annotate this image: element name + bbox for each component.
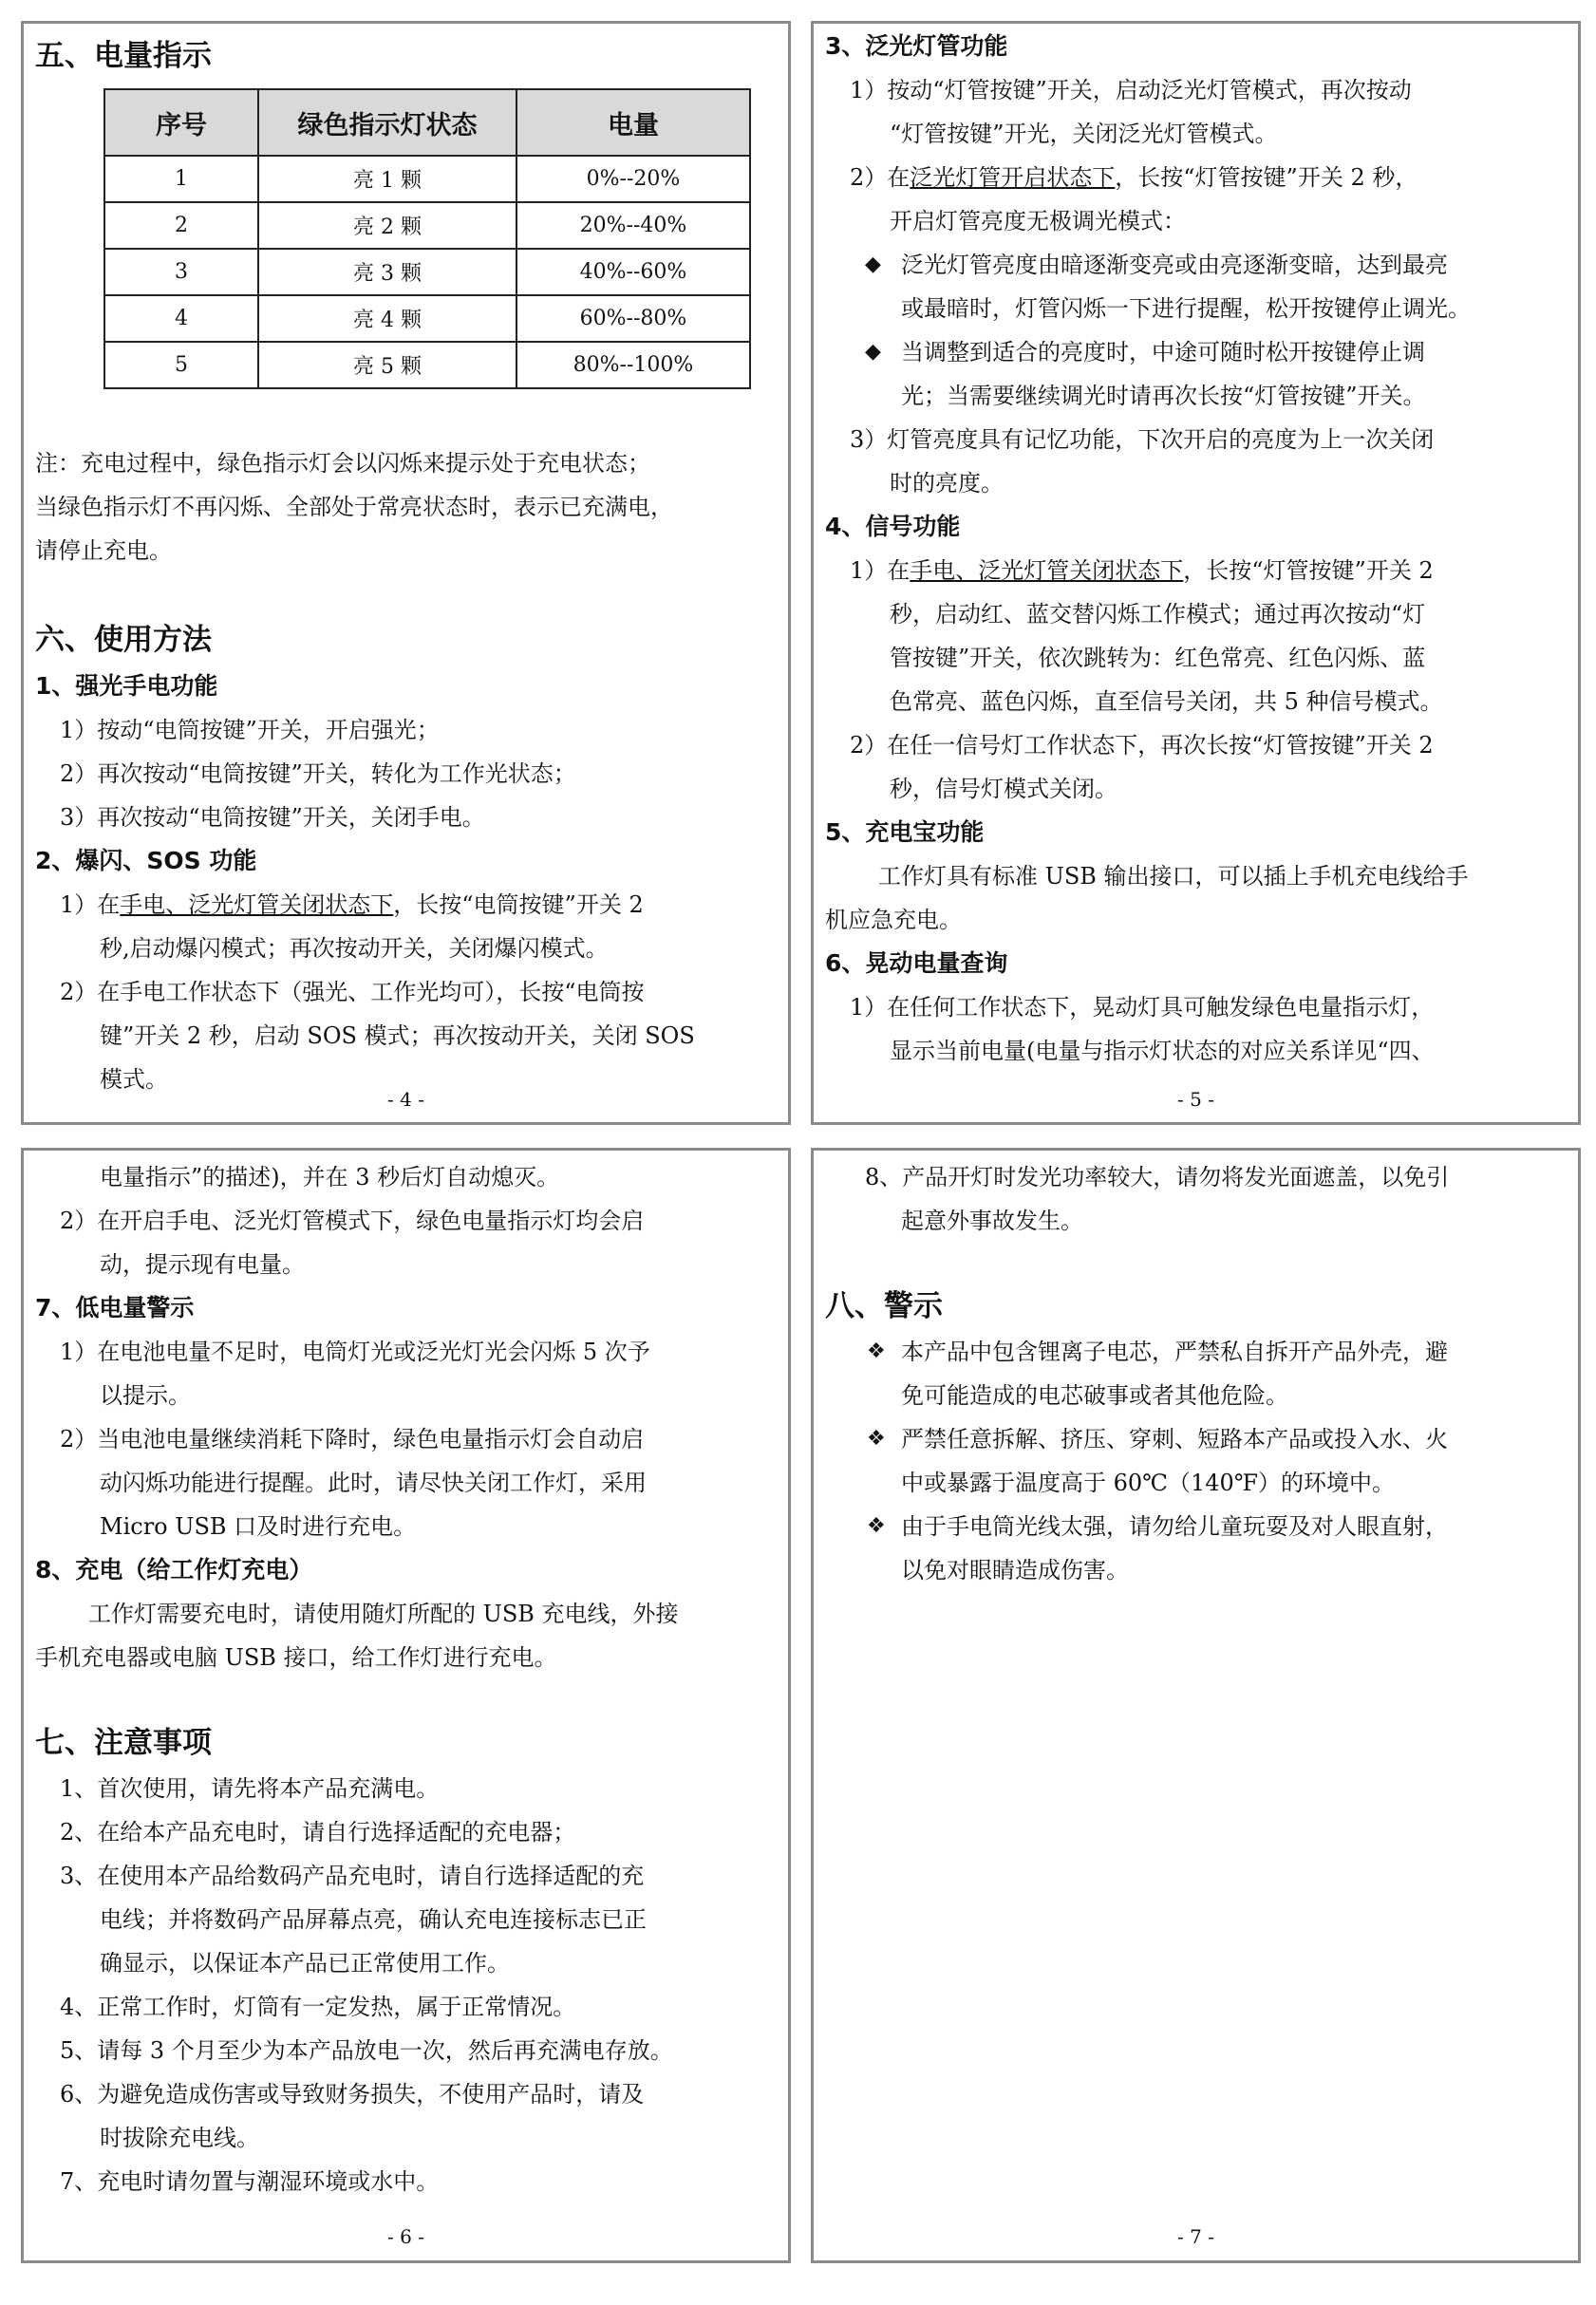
text-line: 以提示。 [100,1382,191,1409]
text-span: ，长按“灯管按键”开关 2 [1183,557,1434,584]
text-line: 2）在开启手电、泛光灯管模式下，绿色电量指示灯均会启 [60,1208,645,1234]
text-line: 工作灯需要充电时，请使用随灯所配的 USB 充电线，外接 [88,1601,679,1627]
section-8-title: 八、警示 [825,1289,943,1323]
text-line: Micro USB 口及时进行充电。 [100,1513,417,1540]
text-line: 免可能造成的电芯破事或者其他危险。 [901,1382,1288,1409]
table-cell: 5 [104,342,258,388]
text-span: ，长按“电筒按键”开关 2 [393,891,644,918]
subsection-title: 1、强光手电功能 [35,672,218,700]
table-cell: 0%--20% [516,156,750,202]
text-line: 1）在电池电量不足时，电筒灯光或泛光灯光会闪烁 5 次予 [60,1339,650,1365]
text-line: 3、在使用本产品给数码产品充电时，请自行选择适配的充 [60,1863,645,1889]
diamond-bullet-icon: ◆ [865,340,881,364]
text-line: 泛光灯管亮度由暗逐渐变亮或由亮逐渐变暗，达到最亮 [901,252,1448,278]
note-line: 注：充电过程中，绿色指示灯会以闪烁来提示处于充电状态； [35,450,650,477]
text-line: 2）在手电工作状态下（强光、工作光均可），长按“电筒按 [60,979,645,1005]
text-line: 当调整到适合的亮度时，中途可随时松开按键停止调 [901,339,1425,365]
text-line: 1、首次使用，请先将本产品充满电。 [60,1775,440,1802]
page-number: - 6 - [387,2225,424,2248]
diamond-star-bullet-icon: ❖ [867,1340,886,1363]
diamond-star-bullet-icon: ❖ [867,1514,886,1538]
table-cell: 2 [104,202,258,249]
text-line: 确显示，以保证本产品已正常使用工作。 [100,1950,510,1977]
text-line: 电线；并将数码产品屏幕点亮，确认充电连接标志已正 [100,1906,647,1933]
subsection-title: 8、充电（给工作灯充电） [35,1556,313,1584]
text-line: 3）灯管亮度具有记忆功能，下次开启的亮度为上一次关闭 [850,426,1435,453]
diamond-star-bullet-icon: ❖ [867,1427,886,1451]
text-line: 键”开关 2 秒，启动 SOS 模式；再次按动开关，关闭 SOS [100,1022,695,1049]
page-number: - 5 - [1177,1088,1214,1111]
text-line: 本产品中包含锂离子电芯，严禁私自拆开产品外壳，避 [901,1339,1448,1365]
underlined-text: 手电、泛光灯管关闭状态下 [120,891,394,918]
text-line: 显示当前电量(电量与指示灯状态的对应关系详见“四、 [890,1038,1435,1064]
text-line: 管按键”开关，依次跳转为：红色常亮、红色闪烁、蓝 [890,645,1426,671]
table-header: 电量 [516,89,750,156]
text-line: 秒，启动红、蓝交替闪烁工作模式；通过再次按动“灯 [890,601,1426,628]
text-line: 2）在任一信号灯工作状态下，再次长按“灯管按键”开关 2 [850,732,1434,759]
diamond-bullet-icon: ◆ [865,253,881,276]
note-line: 当绿色指示灯不再闪烁、全部处于常亮状态时，表示已充满电， [35,494,673,520]
page-6 [21,1148,791,2263]
table-cell: 亮 4 颗 [258,295,516,342]
text-line: 严禁任意拆解、挤压、穿刺、短路本产品或投入水、火 [901,1426,1448,1452]
subsection-title: 2、爆闪、SOS 功能 [35,847,257,874]
table-cell: 80%--100% [516,342,750,388]
text-line: 动闪烁功能进行提醒。此时，请尽快关闭工作灯，采用 [100,1470,647,1496]
text-line: 色常亮、蓝色闪烁，直至信号关闭，共 5 种信号模式。 [890,688,1443,715]
text-line: 8、产品开灯时发光功率较大，请勿将发光面遮盖，以免引 [865,1164,1450,1190]
table-row [104,202,750,249]
table-cell: 亮 1 颗 [258,156,516,202]
text-line: 机应急充电。 [825,907,962,933]
text-line: 2、在给本产品充电时，请自行选择适配的充电器； [60,1819,576,1846]
text-line: 开启灯管亮度无极调光模式： [890,208,1186,234]
subsection-title: 6、晃动电量查询 [825,949,1008,977]
text-line: 2）再次按动“电筒按键”开关，转化为工作光状态； [60,760,576,787]
subsection-title: 3、泛光灯管功能 [825,32,1008,60]
text-line [60,890,644,920]
table-cell: 亮 3 颗 [258,249,516,295]
text-span: 1）在 [850,557,911,584]
text-line: 1）在任何工作状态下，晃动灯具可触发绿色电量指示灯， [850,994,1435,1021]
table-cell: 60%--80% [516,295,750,342]
page-5 [811,21,1581,1125]
text-line: 时的亮度。 [890,470,1004,497]
text-span: 1）在 [60,891,121,918]
text-line: 秒，信号灯模式关闭。 [890,776,1117,802]
table-cell: 20%--40% [516,202,750,249]
page-number: - 7 - [1177,2225,1214,2248]
battery-indicator-table [103,88,751,389]
section-7-title: 七、注意事项 [35,1726,212,1760]
table-cell: 40%--60% [516,249,750,295]
table-row [104,156,750,202]
table-cell: 亮 2 颗 [258,202,516,249]
text-line: 起意外事故发生。 [901,1208,1083,1234]
note-line: 请停止充电。 [35,537,172,564]
text-line: 7、充电时请勿置与潮湿环境或水中。 [60,2168,440,2195]
page-4 [21,21,791,1125]
table-header: 绿色指示灯状态 [258,89,516,156]
text-line: 6、为避免造成伤害或导致财务损失，不使用产品时，请及 [60,2081,645,2108]
text-line: 秒,启动爆闪模式；再次按动开关，关闭爆闪模式。 [100,935,609,962]
table-cell: 4 [104,295,258,342]
subsection-title: 7、低电量警示 [35,1294,195,1321]
text-line: 以免对眼睛造成伤害。 [901,1557,1129,1584]
section-6-title: 六、使用方法 [35,623,212,657]
subsection-title: 5、充电宝功能 [825,818,985,846]
subsection-title: 4、信号功能 [825,513,961,540]
text-line: 或最暗时，灯管闪烁一下进行提醒，松开按键停止调光。 [901,295,1471,322]
text-line: 1）按动“电筒按键”开关，开启强光； [60,717,440,743]
text-line: 工作灯具有标准 USB 输出接口，可以插上手机充电线给手 [878,863,1469,890]
text-line [850,555,1434,586]
text-line: 3）再次按动“电筒按键”开关，关闭手电。 [60,804,485,831]
page-number: - 4 - [387,1088,424,1111]
underlined-text: 泛光灯管开启状态下 [910,164,1116,191]
text-line: 由于手电筒光线太强，请勿给儿童玩耍及对人眼直射， [901,1513,1448,1540]
text-line: 动，提示现有电量。 [100,1251,305,1278]
text-line [850,162,1418,193]
text-line: 手机充电器或电脑 USB 接口，给工作灯进行充电。 [35,1644,557,1671]
text-line: 模式。 [100,1066,168,1093]
text-line: 2）当电池电量继续消耗下降时，绿色电量指示灯会自动启 [60,1426,645,1452]
text-line: 时拔除充电线。 [100,2125,259,2151]
text-line: 4、正常工作时，灯筒有一定发热，属于正常情况。 [60,1994,576,2020]
text-span: 2）在 [850,164,911,191]
page-7 [811,1148,1581,2263]
text-line: 1）按动“灯管按键”开关，启动泛光灯管模式，再次按动 [850,77,1412,103]
section-5-title: 五、电量指示 [35,39,212,73]
table-row [104,295,750,342]
text-line: 中或暴露于温度高于 60℃（140℉）的环境中。 [901,1470,1395,1496]
table-cell: 亮 5 颗 [258,342,516,388]
text-line: 电量指示”的描述)，并在 3 秒后灯自动熄灭。 [100,1164,560,1190]
underlined-text: 手电、泛光灯管关闭状态下 [910,557,1184,584]
text-line: “灯管按键”开光，关闭泛光灯管模式。 [890,121,1278,147]
text-line: 5、请每 3 个月至少为本产品放电一次，然后再充满电存放。 [60,2037,673,2064]
text-span: ，长按“灯管按键”开关 2 秒， [1115,164,1418,191]
text-line: 光；当需要继续调光时请再次长按“灯管按键”开关。 [901,383,1426,409]
table-cell: 1 [104,156,258,202]
table-cell: 3 [104,249,258,295]
table-row [104,342,750,388]
table-header: 序号 [104,89,258,156]
table-row [104,249,750,295]
table-header-row [104,89,750,156]
